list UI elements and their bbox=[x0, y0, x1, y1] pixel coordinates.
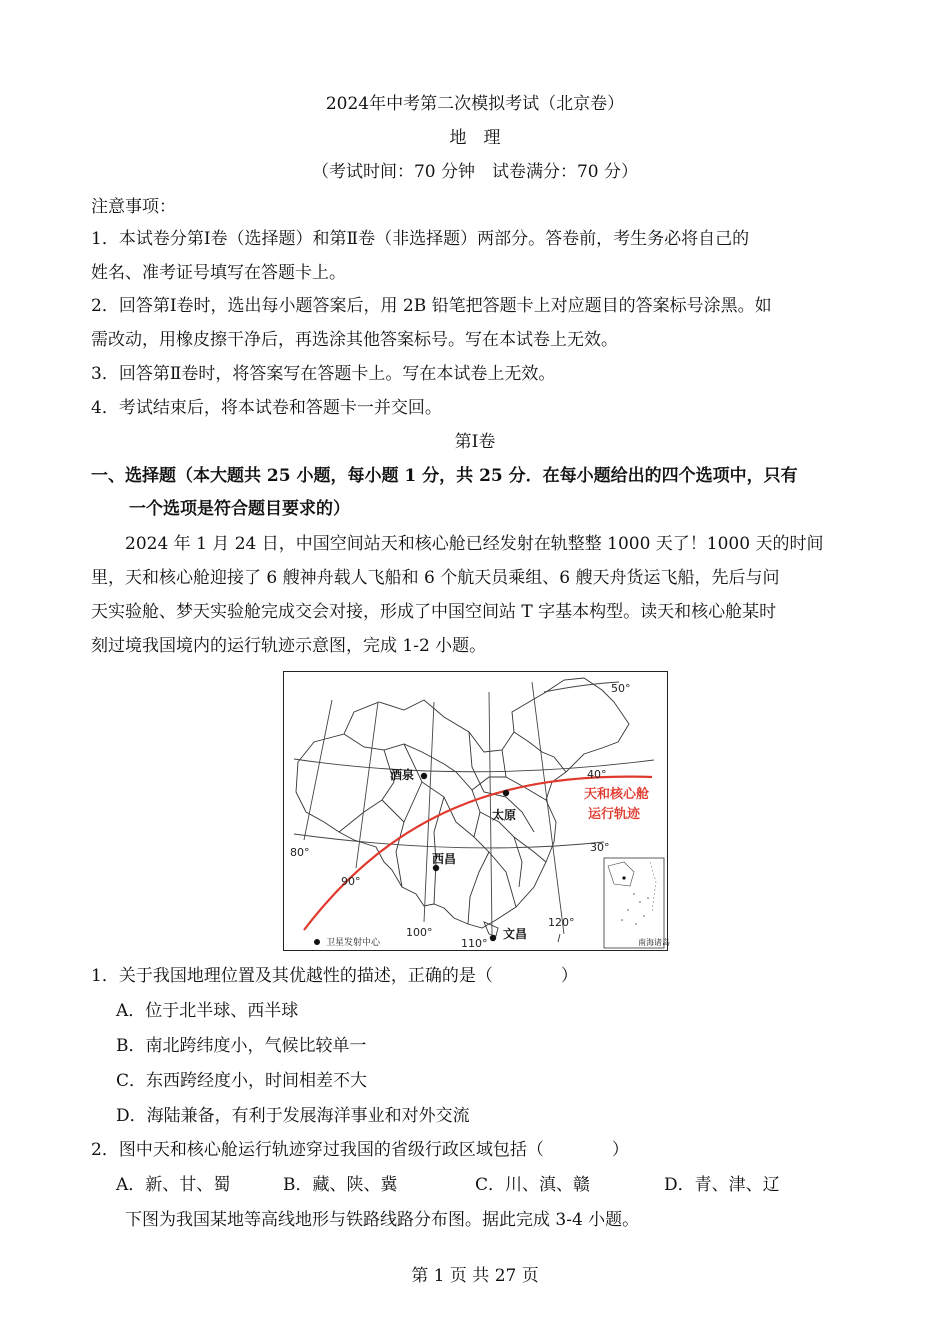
question-1-stem: 1．关于我国地理位置及其优越性的描述，正确的是（ ） bbox=[91, 966, 578, 986]
note-1-line-1: 1．本试卷分第Ⅰ卷（选择题）和第Ⅱ卷（非选择题）两部分。答卷前，考生务必将自己的 bbox=[91, 229, 750, 249]
longitude-120-line bbox=[532, 682, 564, 934]
question-1-option-d: D．海陆兼备，有利于发展海洋事业和对外交流 bbox=[116, 1106, 470, 1126]
inset-label: 南海诸岛 bbox=[638, 938, 670, 947]
legend-label: 卫星发射中心 bbox=[326, 938, 381, 948]
note-1-line-2: 姓名、准考证号填写在答题卡上。 bbox=[91, 263, 346, 283]
passage-line-3: 天实验舱、梦天实验舱完成交会对接，形成了中国空间站 T 字基本构型。读天和核心舱某时 bbox=[91, 602, 777, 622]
china-outline bbox=[296, 678, 629, 936]
lon-110-label: 110° bbox=[461, 937, 488, 950]
taiyuan-marker bbox=[503, 790, 509, 796]
notes-heading: 注意事项： bbox=[91, 197, 176, 217]
note-4: 4．考试结束后，将本试卷和答题卡一并交回。 bbox=[91, 398, 442, 418]
passage-line-4: 刻过境我国境内的运行轨迹示意图，完成 1-2 小题。 bbox=[91, 636, 487, 656]
lat-40-label: 40° bbox=[587, 768, 607, 781]
subject-title: 地 理 bbox=[449, 128, 501, 148]
question-2-option-c: C．川、滇、赣 bbox=[475, 1175, 591, 1195]
part-heading-line-2: 一个选项是符合题目要求的） bbox=[129, 499, 350, 519]
lon-120-label: 120° bbox=[548, 916, 575, 929]
question-1-option-c: C．东西跨经度小，时间相差不大 bbox=[116, 1071, 368, 1091]
next-section-intro: 下图为我国某地等高线地形与铁路线路分布图。据此完成 3-4 小题。 bbox=[125, 1210, 640, 1230]
latitude-30-line bbox=[294, 834, 604, 848]
lon-80-label: 80° bbox=[290, 846, 310, 859]
exam-info: （考试时间：70 分钟 试卷满分：70 分） bbox=[311, 162, 639, 182]
orbit-label-line-2: 运行轨迹 bbox=[588, 807, 641, 822]
page-footer: 第 1 页 共 27 页 bbox=[411, 1266, 539, 1286]
lat-30-label: 30° bbox=[590, 841, 610, 854]
volume-heading: 第Ⅰ卷 bbox=[454, 432, 496, 452]
lon-90-label: 90° bbox=[341, 875, 361, 888]
latitude-50-line bbox=[544, 682, 619, 692]
question-1-option-a: A．位于北半球、西半球 bbox=[116, 1001, 299, 1021]
wenchang-label: 文昌 bbox=[503, 927, 528, 941]
xichang-label: 西昌 bbox=[432, 852, 457, 866]
jiuquan-marker bbox=[421, 773, 427, 779]
lat-50-label: 50° bbox=[611, 682, 631, 695]
jiuquan-label: 酒泉 bbox=[390, 768, 415, 782]
taiyuan-label: 太原 bbox=[492, 808, 517, 822]
question-1-option-b: B．南北跨纬度小，气候比较单一 bbox=[116, 1036, 367, 1056]
legend-marker bbox=[314, 939, 320, 945]
orbit-label-line-1: 天和核心舱 bbox=[584, 787, 650, 802]
passage-line-2: 里，天和核心舱迎接了 6 艘神舟载人飞船和 6 个航天员乘组、6 艘天舟货运飞船，先后与问 bbox=[91, 568, 780, 588]
longitude-100-line bbox=[424, 702, 434, 922]
note-3: 3．回答第Ⅱ卷时，将答案写在答题卡上。写在本试卷上无效。 bbox=[91, 364, 556, 384]
note-2-line-1: 2．回答第Ⅰ卷时，选出每小题答案后，用 2B 铅笔把答题卡上对应题目的答案标号涂黑。如 bbox=[91, 296, 772, 316]
note-2-line-2: 需改动，用橡皮擦干净后，再选涂其他答案标号。写在本试卷上无效。 bbox=[91, 330, 618, 350]
orbit-map-figure bbox=[283, 671, 668, 951]
passage-line-1: 2024 年 1 月 24 日，中国空间站天和核心舱已经发射在轨整整 1000 天了！1000 天的时间 bbox=[125, 534, 824, 554]
question-2-option-d: D．青、津、辽 bbox=[664, 1175, 780, 1195]
exam-title: 2024年中考第二次模拟考试（北京卷） bbox=[325, 94, 625, 114]
question-2-option-b: B．藏、陕、冀 bbox=[283, 1175, 398, 1195]
part-heading-line-1: 一、选择题（本大题共 25 小题，每小题 1 分，共 25 分．在每小题给出的四个选项中，只有 bbox=[91, 466, 798, 486]
lon-100-label: 100° bbox=[406, 926, 433, 939]
china-map-svg bbox=[284, 672, 670, 950]
wenchang-marker bbox=[490, 935, 496, 941]
question-2-option-a: A．新、甘、蜀 bbox=[116, 1175, 231, 1195]
question-2-stem: 2．图中天和核心舱运行轨迹穿过我国的省级行政区域包括（ ） bbox=[91, 1140, 629, 1160]
south-china-sea-inset bbox=[604, 858, 670, 948]
